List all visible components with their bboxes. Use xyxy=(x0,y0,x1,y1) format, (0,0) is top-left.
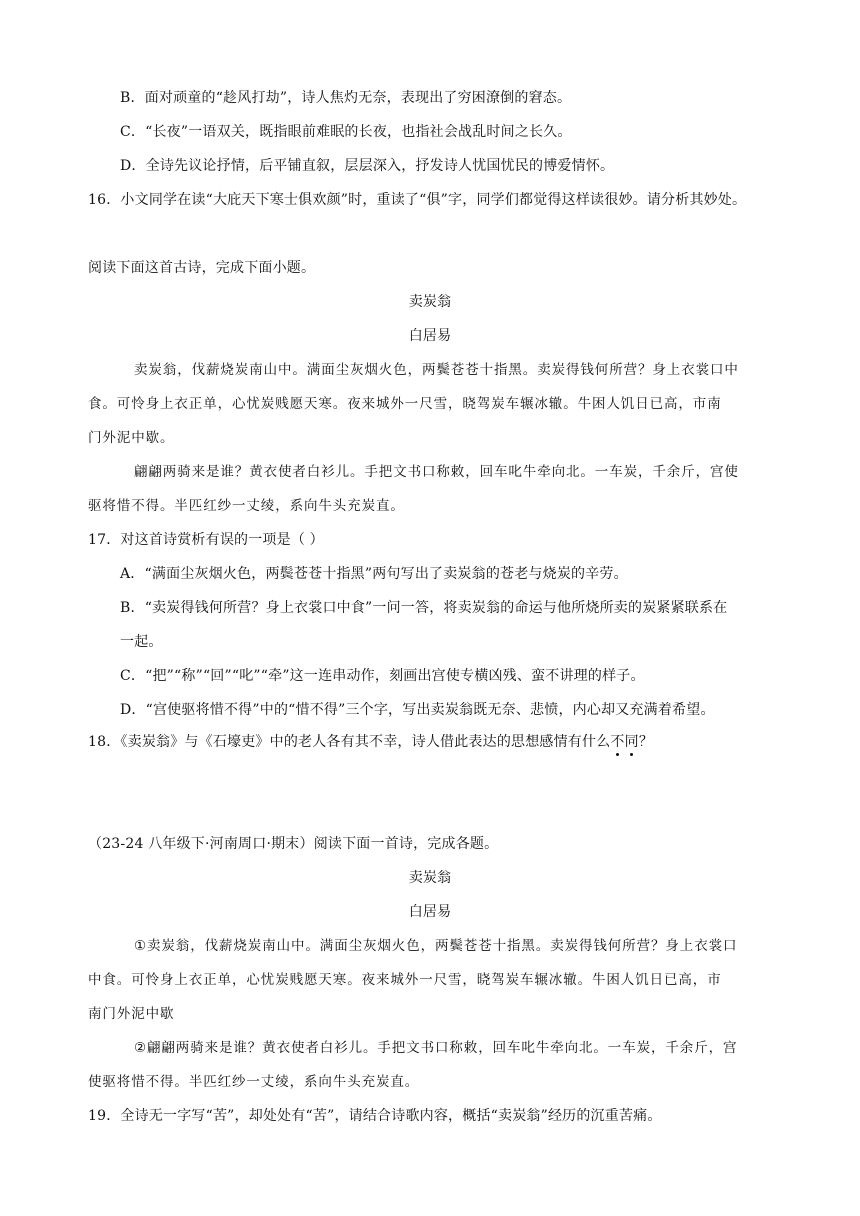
section2-intro: （23-24 八年级下·河南周口·期末）阅读下面一首诗，完成各题。 xyxy=(88,836,499,852)
q17-option-c: C．“把”“称”“回”“叱”“牵”这一连串动作，刻画出宫使专横凶残、蛮不讲理的样子。 xyxy=(120,668,645,684)
section1-poem-para2-line1: 翩翩两骑来是谁？黄衣使者白衫儿。手把文书口称敕，回车叱牛牵向北。一车炭，千余斤，宫使 xyxy=(134,464,739,480)
section2-poem-para2-line2: 使驱将惜不得。半匹红纱一丈绫，系向牛头充炭直。 xyxy=(88,1074,420,1090)
question-18-mark: ？ xyxy=(638,734,654,750)
question-19: 19．全诗无一字写“苦”，却处处有“苦”，请结合诗歌内容，概括“卖炭翁”经历的沉重苦痛。 xyxy=(88,1108,662,1124)
section1-poem-para1-line1: 卖炭翁，伐薪烧炭南山中。满面尘灰烟火色，两鬓苍苍十指黑。卖炭得钱何所营？身上衣裳口中 xyxy=(134,362,739,378)
q17-option-b-line1: B．“卖炭得钱何所营？身上衣裳口中食”一问一答，将卖炭翁的命运与他所烧所卖的炭紧紧联系在 xyxy=(120,600,728,616)
section2-poem-title: 卖炭翁 xyxy=(408,870,452,886)
q17-option-b-line2: 一起。 xyxy=(120,634,163,650)
section1-poem-para1-line2: 食。可怜身上衣正单，心忧炭贱愿天寒。夜来城外一尺雪，晓驾炭车辗冰辙。牛困人饥日已高，市南 xyxy=(88,396,722,412)
question-18-emphasis-2: 同 xyxy=(624,734,639,750)
section1-poem-para2-line2: 驱将惜不得。半匹红纱一丈绫，系向牛头充炭直。 xyxy=(88,498,405,514)
section2-poem-para2-line1: ②翩翩两骑来是谁？黄衣使者白衫儿。手把文书口称敕，回车叱牛牵向北。一车炭，千余斤，宫 xyxy=(134,1040,738,1056)
question-18 xyxy=(88,732,653,752)
section2-poem-para1-line2: 中食。可怜身上衣正单，心忧炭贱愿天寒。夜来城外一尺雪，晓驾炭车辗冰辙。牛困人饥日已高，市 xyxy=(88,972,722,988)
question-18-emphasis-1: 不 xyxy=(610,734,625,750)
section1-poem-para1-line3: 门外泥中歇。 xyxy=(88,430,175,446)
section2-poem-author: 白居易 xyxy=(408,904,452,920)
q15-option-c: C．“长夜”一语双关，既指眼前难眠的长夜，也指社会战乱时间之长久。 xyxy=(120,124,572,140)
section1-intro: 阅读下面这首古诗，完成下面小题。 xyxy=(88,260,316,276)
q17-option-a: A．“满面尘灰烟火色，两鬓苍苍十指黑”两句写出了卖炭翁的苍老与烧炭的辛劳。 xyxy=(120,566,628,582)
section1-poem-author: 白居易 xyxy=(408,328,452,344)
section1-poem-title: 卖炭翁 xyxy=(408,294,452,310)
q15-option-d: D．全诗先议论抒情，后平铺直叙，层层深入，抒发诗人忧国忧民的博爱情怀。 xyxy=(120,158,615,174)
section2-poem-para1-line1: ①卖炭翁，伐薪烧炭南山中。满面尘灰烟火色，两鬓苍苍十指黑。卖炭得钱何所营？身上衣裳口 xyxy=(134,938,738,954)
question-18-text: 18．《卖炭翁》与《石壕吏》中的老人各有其不幸，诗人借此表达的思想感情有什么 xyxy=(88,734,611,750)
q15-option-b: B．面对顽童的“趁风打劫”，诗人焦灼无奈，表现出了穷困潦倒的窘态。 xyxy=(120,90,572,106)
q17-option-d: D．“宫使驱将惜不得”中的“惜不得”三个字，写出卖炭翁既无奈、悲愤，内心却又充满着希望。 xyxy=(120,702,715,718)
question-16: 16．小文同学在读“大庇天下寒士俱欢颜”时，重读了“俱”字，同学们都觉得这样读很妙。请分析其妙处。 xyxy=(88,192,747,208)
section2-poem-para1-line3: 南门外泥中歇 xyxy=(88,1006,175,1022)
question-17-stem: 17．对这首诗赏析有误的一项是（ ） xyxy=(88,532,324,548)
